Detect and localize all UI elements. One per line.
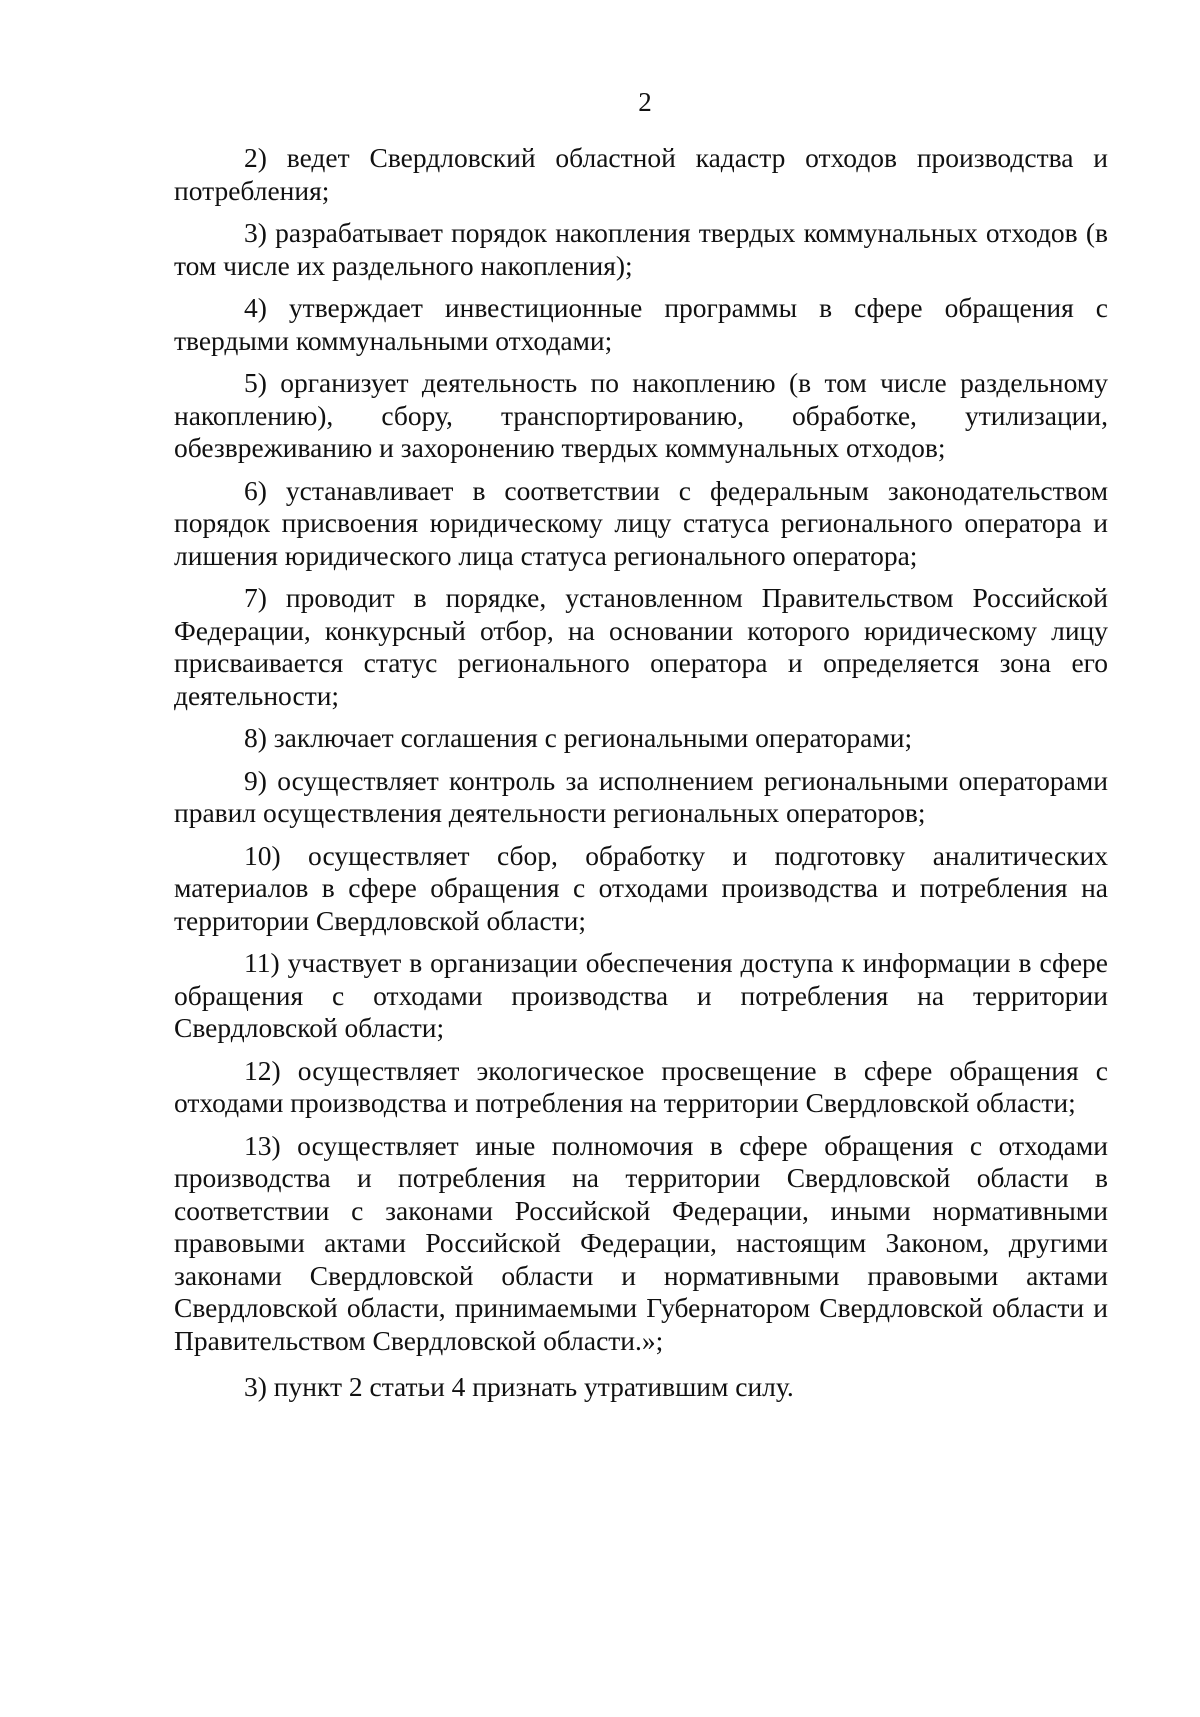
document-body <box>174 142 1108 1414</box>
paragraph-item-11: 11) участвует в организации обеспечения доступа к информации в сфере обращения с отходами производства и потребления на территории Свердловской области; <box>174 947 1108 1043</box>
page-number: 2 <box>638 87 652 117</box>
paragraph-item-5: 5) организует деятельность по накоплению (в том числе раздельному накоплению), сбору, транспортированию, обработке, утилизации, обезвреживанию и захоронению твердых коммунальных отходов; <box>174 367 1108 463</box>
paragraph-amendment-point-3: 3) пункт 2 статьи 4 признать утратившим силу. <box>244 1371 794 1402</box>
paragraph-item-4: 4) утверждает инвестиционные программы в сфере обращения с твердыми коммунальными отходами; <box>174 292 1108 356</box>
paragraph-item-10: 10) осуществляет сбор, обработку и подготовку аналитических материалов в сфере обращения с отходами производства и потребления на территории Свердловской области; <box>174 839 1108 936</box>
paragraph-item-3: 3) разрабатывает порядок накопления твердых коммунальных отходов (в том числе их раздельного накопления); <box>174 217 1108 281</box>
paragraph-item-8: 8) заключает соглашения с региональными операторами; <box>244 722 913 753</box>
paragraph-item-12: 12) осуществляет экологическое просвещение в сфере обращения с отходами производства и потребления на территории Свердловской области; <box>174 1054 1108 1118</box>
paragraph-item-9: 9) осуществляет контроль за исполнением региональными операторами правил осуществления деятельности региональных операторов; <box>174 764 1108 828</box>
paragraph-item-7: 7) проводит в порядке, установленном Правительством Российской Федерации, конкурсный отбор, на основании которого юридическому лицу присваивается статус регионального оператора и определяется зона его деятельности; <box>174 582 1108 711</box>
paragraph-item-2: 2) ведет Свердловский областной кадастр отходов производства и потребления; <box>174 142 1108 206</box>
paragraph-item-13: 13) осуществляет иные полномочия в сфере обращения с отходами производства и потребления на территории Свердловской области в соответствии с законами Российской Федерации, иными нормативными правовыми актами Российской Федерации, настоящим Законом, другими законами Свердловской области и нормативными правовыми актами Свердловской области, принимаемыми Губернатором Свердловской области и Правительством Свердловской области.»; <box>174 1129 1108 1356</box>
paragraph-item-6: 6) устанавливает в соответствии с федеральным законодательством порядок присвоения юридическому лицу статуса регионального оператора и лишения юридического лица статуса регионального оператора; <box>174 474 1108 571</box>
